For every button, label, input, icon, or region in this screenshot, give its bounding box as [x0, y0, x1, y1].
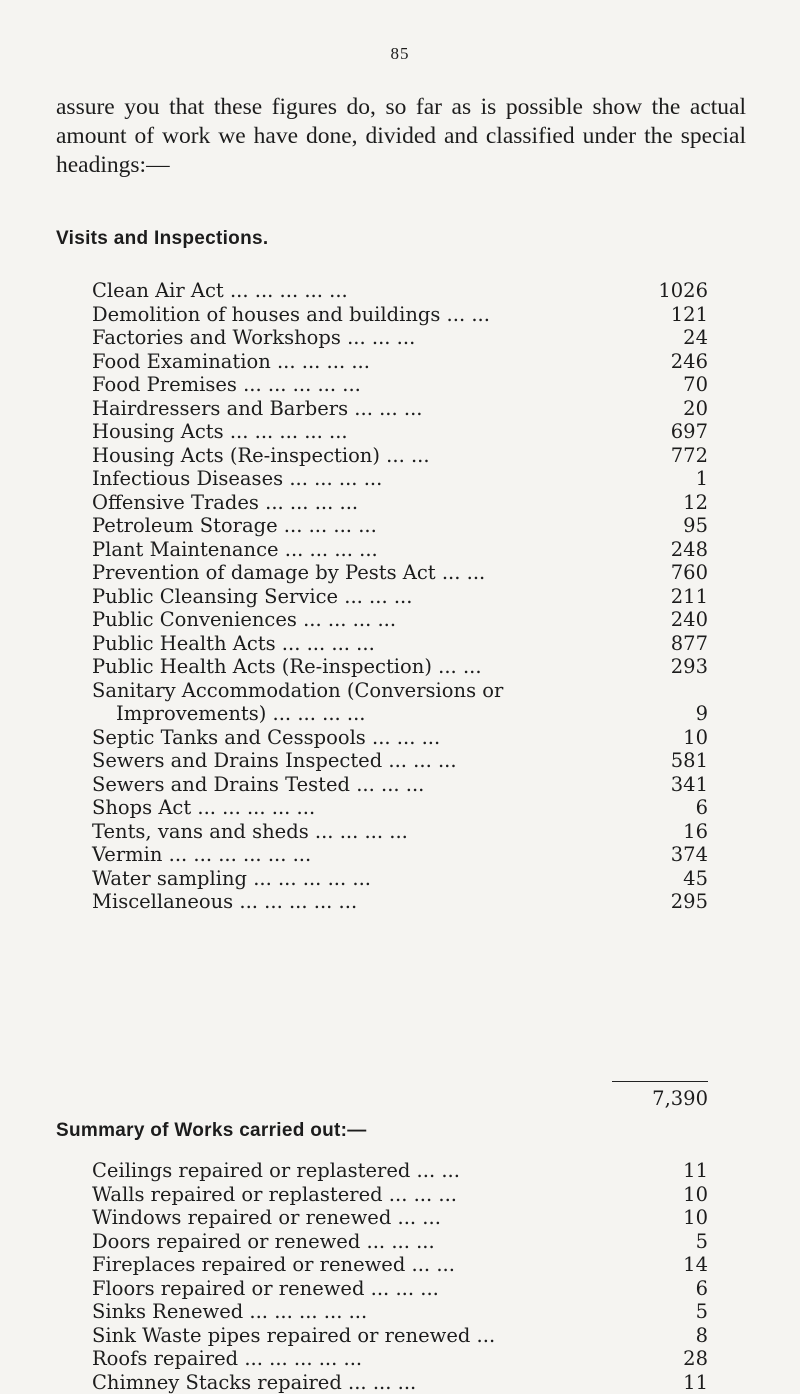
- item-value: 11: [683, 1371, 708, 1394]
- list-item: [92, 1159, 708, 1183]
- item-label: Petroleum Storage ... ... ... ...: [92, 514, 377, 538]
- item-label: Clean Air Act ... ... ... ... ...: [92, 279, 348, 303]
- item-label: Public Conveniences ... ... ... ...: [92, 608, 396, 632]
- item-value: 581: [671, 749, 708, 773]
- item-value: 6: [696, 796, 708, 820]
- item-value: 5: [696, 1230, 708, 1254]
- item-value: 45: [683, 867, 708, 891]
- list-item: [92, 1371, 708, 1394]
- item-value: 20: [683, 397, 708, 421]
- item-value: 10: [683, 726, 708, 750]
- total-rule: [612, 1081, 708, 1082]
- list-item: [92, 538, 708, 562]
- list-item: [92, 1277, 708, 1301]
- list-item: [92, 491, 708, 515]
- item-value: 1026: [658, 279, 708, 303]
- item-label: Plant Maintenance ... ... ... ...: [92, 538, 378, 562]
- list-item: [92, 514, 708, 538]
- item-label: Sewers and Drains Inspected ... ... ...: [92, 749, 457, 773]
- list-item: [92, 279, 708, 303]
- list-item: [92, 796, 708, 820]
- item-label: Food Examination ... ... ... ...: [92, 350, 370, 374]
- list-item: [92, 373, 708, 397]
- item-label: Fireplaces repaired or renewed ... ...: [92, 1253, 455, 1277]
- item-value: 697: [671, 420, 708, 444]
- item-label: Vermin ... ... ... ... ... ...: [92, 843, 311, 867]
- item-value: 121: [671, 303, 708, 327]
- item-value: 9: [696, 702, 708, 726]
- item-label: Sewers and Drains Tested ... ... ...: [92, 773, 424, 797]
- item-label: Prevention of damage by Pests Act ... ...: [92, 561, 485, 585]
- list-item: [92, 303, 708, 327]
- works-heading: Summary of Works carried out:—: [56, 1120, 367, 1142]
- list-item: [92, 561, 708, 585]
- list-item: [92, 1324, 708, 1348]
- intro-paragraph: assure you that these figures do, so far as is possible show the actual amount of work we have done, divided and classified under the special headings:—: [56, 93, 746, 180]
- item-label: Infectious Diseases ... ... ... ...: [92, 467, 382, 491]
- item-label: Chimney Stacks repaired ... ... ...: [92, 1371, 416, 1394]
- item-value: 12: [683, 491, 708, 515]
- item-label: Doors repaired or renewed ... ... ...: [92, 1230, 435, 1254]
- item-value: 877: [671, 632, 708, 656]
- list-item: [92, 1230, 708, 1254]
- item-value: 211: [671, 585, 708, 609]
- item-value: 8: [696, 1324, 708, 1348]
- item-label: Public Cleansing Service ... ... ...: [92, 585, 412, 609]
- item-label: Public Health Acts ... ... ... ...: [92, 632, 375, 656]
- item-label: Demolition of houses and buildings ... ...: [92, 303, 490, 327]
- item-value: 295: [671, 890, 708, 914]
- item-label: Housing Acts ... ... ... ... ...: [92, 420, 348, 444]
- item-label: Water sampling ... ... ... ... ...: [92, 867, 371, 891]
- list-item: [92, 749, 708, 773]
- visits-heading: Visits and Inspections.: [56, 228, 268, 250]
- item-value: 28: [683, 1347, 708, 1371]
- item-value: 11: [683, 1159, 708, 1183]
- list-item: [92, 585, 708, 609]
- item-value: 10: [683, 1183, 708, 1207]
- item-label: Shops Act ... ... ... ... ...: [92, 796, 315, 820]
- item-label: Factories and Workshops ... ... ...: [92, 326, 415, 350]
- visits-total: 7,390: [652, 1087, 708, 1110]
- item-value: 14: [683, 1253, 708, 1277]
- list-item: [92, 632, 708, 656]
- item-label: Food Premises ... ... ... ... ...: [92, 373, 361, 397]
- list-item: [92, 1206, 708, 1230]
- list-item: [92, 655, 708, 679]
- item-label: Sanitary Accommodation (Conversions or: [92, 679, 503, 703]
- page-number: 85: [0, 44, 800, 64]
- item-value: 95: [683, 514, 708, 538]
- list-item: [92, 890, 708, 914]
- item-value: 341: [671, 773, 708, 797]
- item-label: Roofs repaired ... ... ... ... ...: [92, 1347, 362, 1371]
- list-item: [92, 444, 708, 468]
- item-value: 760: [671, 561, 708, 585]
- list-item: [92, 726, 708, 750]
- item-value: 5: [696, 1300, 708, 1324]
- list-item: [92, 820, 708, 844]
- works-list: [92, 1159, 708, 1394]
- item-label: Improvements) ... ... ... ...: [92, 702, 366, 726]
- list-item: [92, 420, 708, 444]
- item-label: Sink Waste pipes repaired or renewed ...: [92, 1324, 495, 1348]
- item-label: Tents, vans and sheds ... ... ... ...: [92, 820, 408, 844]
- list-item: [92, 1183, 708, 1207]
- list-item: [92, 397, 708, 421]
- item-value: 240: [671, 608, 708, 632]
- item-value: 6: [696, 1277, 708, 1301]
- list-item: [92, 1300, 708, 1324]
- item-label: Miscellaneous ... ... ... ... ...: [92, 890, 357, 914]
- list-item: [92, 702, 708, 726]
- item-label: Public Health Acts (Re-inspection) ... ...: [92, 655, 482, 679]
- item-value: 16: [683, 820, 708, 844]
- visits-list: [92, 279, 708, 914]
- list-item: [92, 1347, 708, 1371]
- list-item: [92, 467, 708, 491]
- list-item: [92, 608, 708, 632]
- list-item: [92, 867, 708, 891]
- item-label: Ceilings repaired or replastered ... ...: [92, 1159, 460, 1183]
- item-label: Walls repaired or replastered ... ... ...: [92, 1183, 457, 1207]
- list-item: [92, 326, 708, 350]
- item-value: 24: [683, 326, 708, 350]
- item-label: Septic Tanks and Cesspools ... ... ...: [92, 726, 440, 750]
- list-item: [92, 773, 708, 797]
- list-item: [92, 1253, 708, 1277]
- list-item: [92, 679, 708, 703]
- list-item: [92, 843, 708, 867]
- item-value: 10: [683, 1206, 708, 1230]
- item-label: Floors repaired or renewed ... ... ...: [92, 1277, 439, 1301]
- item-value: 1: [696, 467, 708, 491]
- item-label: Offensive Trades ... ... ... ...: [92, 491, 358, 515]
- item-value: 246: [671, 350, 708, 374]
- item-value: 248: [671, 538, 708, 562]
- item-value: 374: [671, 843, 708, 867]
- item-label: Housing Acts (Re-inspection) ... ...: [92, 444, 430, 468]
- item-value: 70: [683, 373, 708, 397]
- item-label: Sinks Renewed ... ... ... ... ...: [92, 1300, 367, 1324]
- item-value: 772: [671, 444, 708, 468]
- item-label: Hairdressers and Barbers ... ... ...: [92, 397, 423, 421]
- item-label: Windows repaired or renewed ... ...: [92, 1206, 441, 1230]
- list-item: [92, 350, 708, 374]
- item-value: 293: [671, 655, 708, 679]
